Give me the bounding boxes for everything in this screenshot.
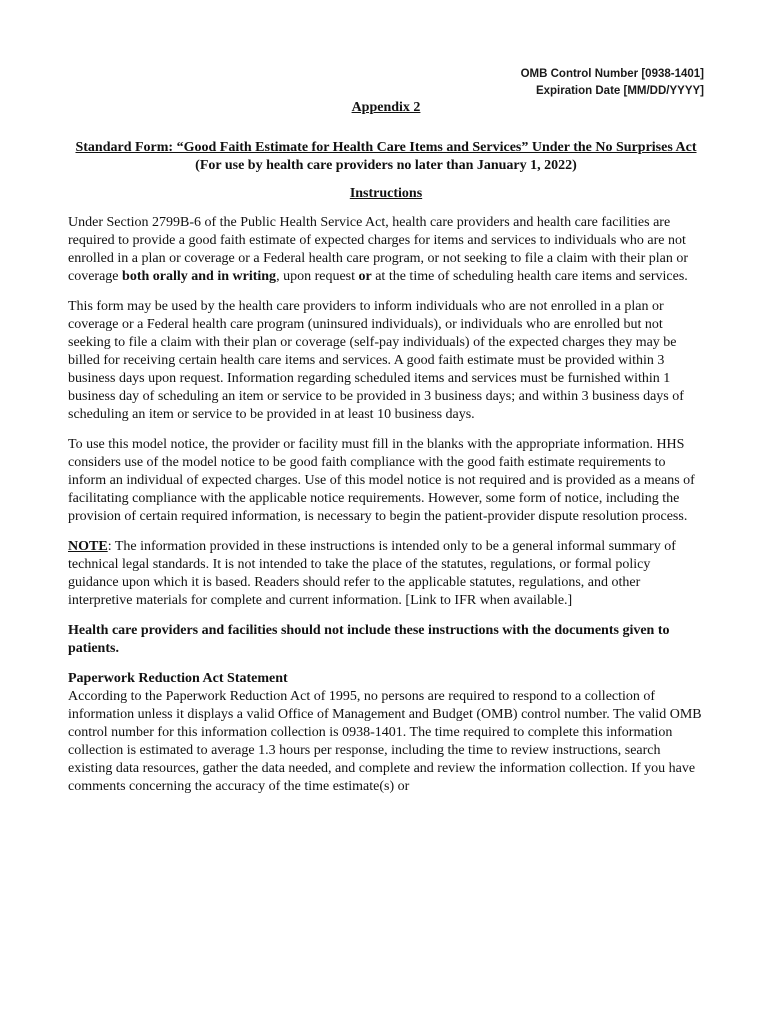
paragraph-note <box>68 538 704 610</box>
omb-header <box>521 66 704 100</box>
paragraph-model-notice: To use this model notice, the provider or facility must fill in the blanks with the appropriate information. HHS considers use of the model notice to be good faith compliance with the good faith estimate requirements to inform an individual of expected charges. Use of this model notice is not required and is provided as a means of facilitating compliance with the applicable notice requirements. However, some form of notice, including the provision of certain required information, is necessary to begin the patient-provider dispute resolution process. <box>68 437 695 524</box>
para1-text-c: at the time of scheduling health care items and services. <box>371 269 688 284</box>
warning-text: Health care providers and facilities should not include these instructions with the documents given to patients. <box>68 623 670 656</box>
form-subtitle: (For use by health care providers no later than January 1, 2022) <box>195 158 577 173</box>
pra-heading: Paperwork Reduction Act Statement <box>68 671 288 686</box>
document-body <box>68 99 704 808</box>
para1-text-b: , upon request <box>276 269 359 284</box>
para1-text-a: Under Section 2799B-6 of the Public Health Service Act, health care providers and health care facilities are required to provide a good faith estimate of expected charges for items and services to individuals who are not enrolled in a plan or coverage or a Federal health care program, or not seeking to file a claim with their plan or coverage <box>68 215 689 284</box>
para1-bold-b: or <box>358 269 372 284</box>
paragraph-pra: According to the Paperwork Reduction Act of 1995, no persons are required to respond to a collection of information unless it displays a valid Office of Management and Budget (OMB) control number. The valid OMB control number for this information collection is 0938-1401. The time required to complete this information collection is estimated to average 1.3 hours per response, including the time to review instructions, search existing data resources, gather the data needed, and complete and review the information collection. If you have comments concerning the accuracy of the time estimate(s) or <box>68 689 702 794</box>
omb-control-number: OMB Control Number [0938-1401] <box>520 68 704 80</box>
note-label: NOTE <box>68 539 108 554</box>
note-text: : The information provided in these instructions is intended only to be a general informal summary of technical legal standards. It is not intended to take the place of the statutes, regulations, or formal policy guidance upon which it is based. Readers should refer to the applicable statutes, regulations, and other interpretive materials for complete and current information. [Link to IFR when available.] <box>68 539 676 608</box>
para1-bold-a: both orally and in writing <box>122 269 277 284</box>
paragraph-form-usage: This form may be used by the health care providers to inform individuals who are not enrolled in a plan or coverage or a Federal health care program (uninsured individuals), or individuals who are enrolled but not seeking to file a claim with their plan or coverage (self-pay individuals) of the expected charges they may be billed for receiving certain health care items and services. A good faith estimate must be provided within 3 business days upon request. Information regarding scheduled items and services must be furnished within 1 business day of scheduling an item or service to be provided in 3 business days; and within 3 business days of scheduling an item or service to be provided in at least 10 business days. <box>68 299 684 422</box>
appendix-title: Appendix 2 <box>351 100 421 115</box>
form-title: Standard Form: “Good Faith Estimate for Health Care Items and Services” Under the No Surprises Act <box>75 140 697 155</box>
expiration-date: Expiration Date [MM/DD/YYYY] <box>535 85 704 97</box>
instructions-heading: Instructions <box>349 186 423 201</box>
paragraph-warning <box>68 622 704 658</box>
paragraph-section-2799b6 <box>68 214 704 286</box>
